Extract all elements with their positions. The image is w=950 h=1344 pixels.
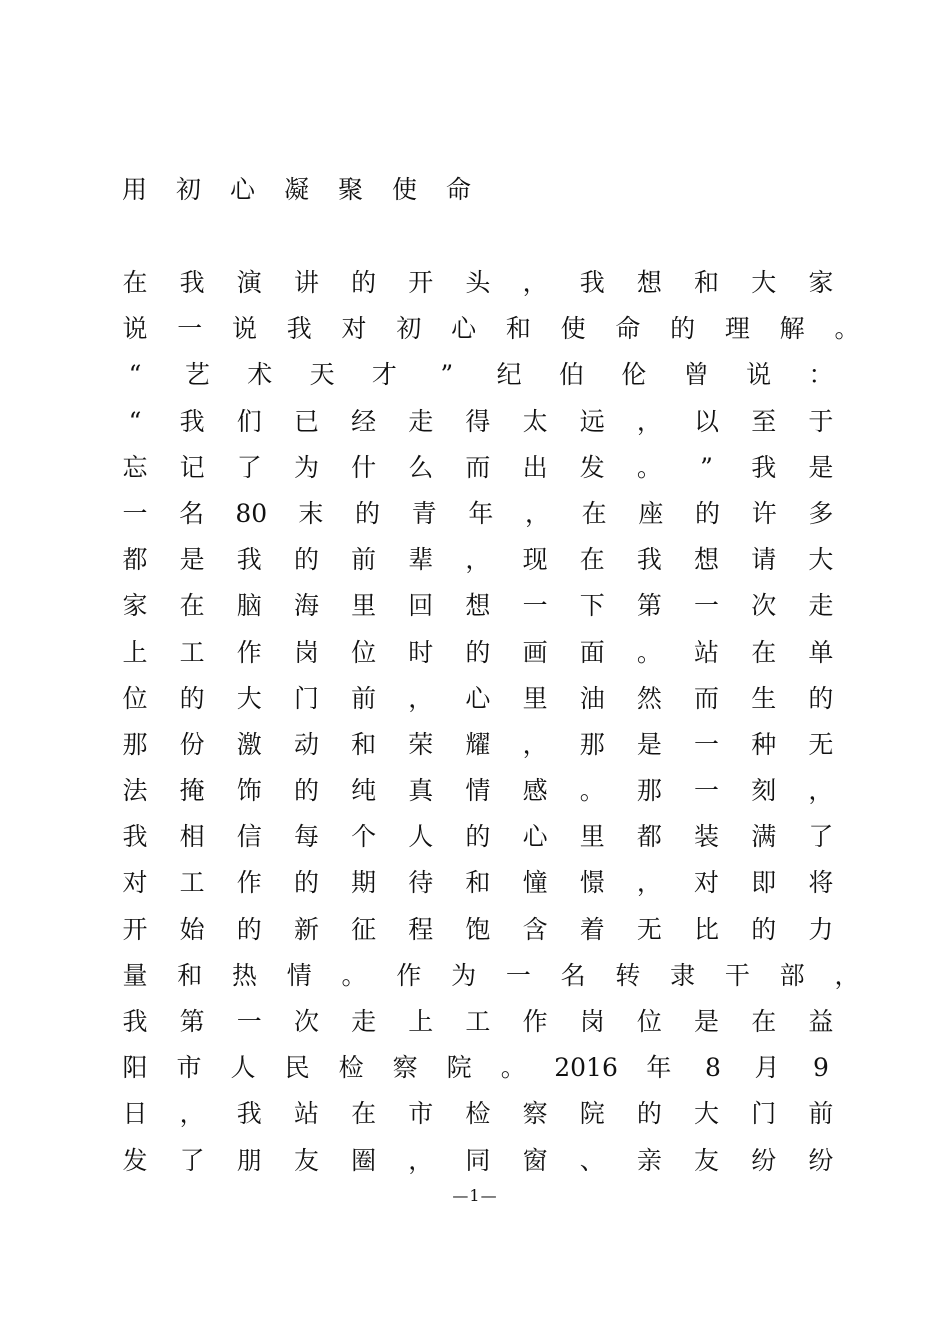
body-token: 第 [636, 591, 662, 621]
body-token: 是 [808, 452, 834, 482]
page-number: —1— [452, 1186, 498, 1205]
body-token: 发 [122, 1145, 148, 1175]
body-token: 然 [636, 683, 662, 713]
body-token: 大 [236, 683, 262, 713]
body-token: 窗 [522, 1145, 548, 1175]
body-token: 着 [579, 914, 605, 944]
body-token: 脑 [236, 591, 262, 621]
document-body [122, 263, 860, 1187]
body-token: 的 [695, 498, 721, 528]
body-token: 站 [694, 637, 720, 667]
body-token: 家 [122, 591, 148, 621]
body-token: 我 [179, 268, 205, 297]
body-token: 想 [465, 591, 491, 621]
body-token: 市 [176, 1053, 202, 1083]
body-token: 开 [408, 268, 434, 297]
body-token: 在 [581, 498, 607, 528]
body-token: 伯 [559, 360, 585, 390]
body-token: 心 [451, 314, 477, 344]
body-token: 的 [354, 498, 380, 528]
body-line [122, 494, 834, 540]
body-token: 刻 [751, 776, 777, 806]
body-token: 上 [122, 637, 148, 667]
body-token: 和 [465, 868, 491, 898]
body-token: 人 [408, 822, 434, 852]
document-title: 用初心凝聚使命 [122, 175, 501, 204]
body-token: 一 [177, 314, 203, 344]
body-token: 名 [560, 960, 586, 990]
body-token: 海 [293, 591, 319, 621]
body-token: 门 [293, 683, 319, 713]
body-token: 的 [465, 822, 491, 852]
body-token: 和 [505, 314, 531, 344]
body-token: 转 [615, 960, 641, 990]
body-token: 初 [396, 314, 422, 344]
body-token: 上 [408, 1007, 434, 1036]
body-token: 油 [579, 683, 605, 713]
body-token: 下 [579, 591, 605, 621]
body-token: 市 [408, 1099, 434, 1129]
body-token: 察 [522, 1099, 548, 1129]
body-token: 激 [236, 729, 262, 759]
body-token: 我 [236, 1099, 262, 1129]
body-token: 的 [293, 776, 319, 806]
body-token: 同 [465, 1145, 491, 1175]
body-token: 多 [808, 498, 834, 528]
body-token: 走 [351, 1007, 377, 1036]
body-token: 一 [122, 498, 148, 528]
body-token: 演 [236, 268, 262, 297]
body-token: 那 [579, 729, 605, 759]
body-token: 么 [408, 452, 434, 482]
body-token: 无 [808, 729, 834, 759]
body-line [122, 956, 860, 1002]
body-token: 朋 [236, 1145, 262, 1175]
body-token: 饱 [465, 914, 491, 944]
body-token: 岗 [293, 637, 319, 667]
body-token: 里 [351, 591, 377, 621]
body-token: 前 [351, 545, 377, 575]
body-token: ， [408, 683, 434, 713]
body-token: 一 [694, 776, 720, 806]
body-token: 大 [808, 545, 834, 575]
body-token: 走 [408, 406, 434, 436]
body-token: 我 [286, 314, 312, 344]
body-token: 作 [522, 1007, 548, 1036]
body-token: 待 [408, 868, 434, 898]
body-token: ， [808, 776, 834, 806]
body-token: 的 [636, 1099, 662, 1129]
body-token: 始 [179, 914, 205, 944]
body-token: 真 [408, 776, 434, 806]
body-token: 和 [351, 729, 377, 759]
body-token: 名 [179, 498, 205, 528]
body-token: 憬 [579, 868, 605, 898]
body-token: ： [808, 360, 834, 390]
body-token: ， [525, 498, 551, 528]
body-token: 我 [751, 452, 777, 482]
body-token: 在 [122, 268, 148, 297]
body-token: 想 [694, 545, 720, 575]
body-token: ， [636, 868, 662, 898]
body-token: 走 [808, 591, 834, 621]
body-token: 头 [465, 268, 491, 297]
body-token: 岗 [579, 1007, 605, 1036]
body-token: 。 [834, 314, 860, 344]
body-token: 热 [232, 960, 258, 990]
body-line [122, 910, 834, 956]
body-token: ” [440, 360, 454, 390]
body-token: ， [408, 1145, 434, 1175]
body-token: 时 [408, 637, 434, 667]
body-token: 了 [179, 1145, 205, 1175]
body-token: 忘 [122, 452, 148, 482]
body-token: 的 [465, 637, 491, 667]
body-token: 已 [293, 406, 319, 436]
body-token: 一 [694, 729, 720, 759]
body-token: 作 [236, 637, 262, 667]
body-token: 大 [694, 1099, 720, 1129]
body-token: ， [465, 545, 491, 575]
body-token: 经 [351, 406, 377, 436]
body-token: 开 [122, 914, 148, 944]
body-token: 回 [408, 591, 434, 621]
body-token: 理 [724, 314, 750, 344]
body-token: 察 [392, 1053, 418, 1083]
body-token: 那 [636, 776, 662, 806]
body-line [122, 1094, 834, 1140]
body-token: 是 [694, 1007, 720, 1036]
body-token: 掩 [179, 776, 205, 806]
body-token: 友 [694, 1145, 720, 1175]
body-token: 为 [451, 960, 477, 990]
body-token: 我 [122, 822, 148, 852]
body-token: 里 [522, 683, 548, 713]
body-token: 都 [636, 822, 662, 852]
body-token: 辈 [408, 545, 434, 575]
body-token: 感 [522, 776, 548, 806]
body-token: “ [128, 360, 142, 390]
body-token: 对 [122, 868, 148, 898]
body-token: 请 [751, 545, 777, 575]
body-token: 院 [579, 1099, 605, 1129]
body-token: 的 [236, 914, 262, 944]
body-token: 在 [351, 1099, 377, 1129]
body-token: 量 [122, 960, 148, 990]
body-token: 憧 [522, 868, 548, 898]
body-token: 次 [751, 591, 777, 621]
body-token: 于 [808, 406, 834, 436]
body-token: 含 [522, 914, 548, 944]
body-token: 们 [236, 406, 262, 436]
body-token: 程 [408, 914, 434, 944]
body-token: 隶 [670, 960, 696, 990]
body-token: 工 [179, 637, 205, 667]
body-line [122, 263, 834, 309]
body-token: 发 [579, 452, 605, 482]
body-token: 而 [465, 452, 491, 482]
body-token: 的 [293, 868, 319, 898]
body-token: 解 [779, 314, 805, 344]
body-line [122, 817, 834, 863]
body-token: 纷 [808, 1145, 834, 1175]
body-token: 远 [579, 406, 605, 436]
body-token: 画 [522, 637, 548, 667]
body-token: 。 [500, 1053, 526, 1083]
body-token: 站 [293, 1099, 319, 1129]
body-token: 满 [751, 822, 777, 852]
body-token: 80 [235, 498, 268, 528]
body-token: 亲 [636, 1145, 662, 1175]
body-token: 生 [751, 683, 777, 713]
body-token: 的 [751, 914, 777, 944]
body-token: ， [522, 729, 548, 759]
body-token: 期 [351, 868, 377, 898]
body-line [122, 540, 834, 586]
body-token: 纯 [351, 776, 377, 806]
body-token: 情 [465, 776, 491, 806]
body-line [122, 771, 834, 817]
body-token: 在 [579, 545, 605, 575]
body-token: 饰 [236, 776, 262, 806]
body-token: 荣 [408, 729, 434, 759]
body-token: 第 [179, 1007, 205, 1036]
body-token: 年 [646, 1053, 672, 1083]
body-token: 一 [236, 1007, 262, 1036]
body-token: 的 [179, 683, 205, 713]
body-token: 将 [808, 868, 834, 898]
body-token: 。 [579, 776, 605, 806]
body-token: 在 [751, 1007, 777, 1036]
body-line [122, 1002, 834, 1048]
body-token: 门 [751, 1099, 777, 1129]
body-token: 的 [808, 683, 834, 713]
body-line [122, 863, 834, 909]
body-token: 一 [522, 591, 548, 621]
body-token: 我 [122, 1007, 148, 1036]
body-token: 位 [636, 1007, 662, 1036]
body-token: 装 [694, 822, 720, 852]
body-token: 和 [694, 268, 720, 297]
body-token: 我 [579, 268, 605, 297]
body-token: 即 [751, 868, 777, 898]
body-token: 个 [351, 822, 377, 852]
body-token: 圈 [351, 1145, 377, 1175]
body-token: 位 [122, 683, 148, 713]
body-line [122, 355, 834, 401]
body-token: 次 [293, 1007, 319, 1036]
body-token: 。 [341, 960, 367, 990]
body-token: 术 [247, 360, 273, 390]
body-token: 种 [751, 729, 777, 759]
body-token: 了 [236, 452, 262, 482]
body-token: 作 [396, 960, 422, 990]
body-token: ” [700, 452, 713, 482]
body-token: 对 [694, 868, 720, 898]
body-line [122, 725, 834, 771]
body-token: 、 [579, 1145, 605, 1175]
body-token: 对 [341, 314, 367, 344]
body-token: “ [128, 406, 142, 436]
body-token: 使 [560, 314, 586, 344]
body-token: 我 [179, 406, 205, 436]
body-token: 前 [808, 1099, 834, 1129]
body-token: 是 [636, 729, 662, 759]
body-token: 每 [293, 822, 319, 852]
body-token: 曾 [683, 360, 709, 390]
body-token: 阳 [122, 1053, 148, 1083]
body-token: 艺 [184, 360, 210, 390]
body-line [122, 679, 834, 725]
body-token: 工 [179, 868, 205, 898]
body-token: 情 [286, 960, 312, 990]
body-token: 动 [293, 729, 319, 759]
body-line [122, 309, 860, 355]
body-token: 青 [411, 498, 437, 528]
body-token: 纷 [751, 1145, 777, 1175]
body-token: ， [179, 1099, 205, 1129]
body-token: 什 [351, 452, 377, 482]
body-token: 命 [615, 314, 641, 344]
body-token: 检 [338, 1053, 364, 1083]
body-token: 友 [293, 1145, 319, 1175]
body-token: 现 [522, 545, 548, 575]
body-token: 在 [751, 637, 777, 667]
body-token: 无 [636, 914, 662, 944]
body-token: 都 [122, 545, 148, 575]
body-line [122, 633, 834, 679]
body-token: 许 [751, 498, 777, 528]
body-token: 院 [446, 1053, 472, 1083]
body-token: 9 [813, 1053, 829, 1083]
body-token: 干 [724, 960, 750, 990]
body-token: 我 [236, 545, 262, 575]
body-token: 8 [704, 1053, 721, 1083]
body-token: 信 [236, 822, 262, 852]
body-token: 我 [636, 545, 662, 575]
body-token: 座 [638, 498, 664, 528]
body-token: ， [522, 268, 548, 297]
body-token: 心 [465, 683, 491, 713]
body-token: 和 [177, 960, 203, 990]
body-token: 月 [754, 1053, 780, 1083]
body-token: 。 [636, 452, 662, 482]
body-token: 太 [522, 406, 548, 436]
body-token: 是 [179, 545, 205, 575]
body-line [122, 1048, 834, 1094]
body-token: 作 [236, 868, 262, 898]
body-token: 益 [808, 1007, 834, 1036]
body-token: ， [834, 960, 860, 990]
body-line [122, 1141, 834, 1187]
body-token: 的 [293, 545, 319, 575]
body-token: 伦 [621, 360, 647, 390]
body-token: 部 [779, 960, 805, 990]
body-token: 得 [465, 406, 491, 436]
body-token: 2016 [554, 1053, 618, 1083]
body-token: 里 [579, 822, 605, 852]
body-token: 检 [465, 1099, 491, 1129]
body-token: 的 [351, 268, 377, 297]
body-token: 说 [232, 314, 258, 344]
body-token: 说 [122, 314, 148, 344]
body-token: 纪 [496, 360, 522, 390]
body-token: 出 [522, 452, 548, 482]
body-token: 。 [636, 637, 662, 667]
body-token: 前 [351, 683, 377, 713]
body-token: ， [636, 406, 662, 436]
body-token: 一 [694, 591, 720, 621]
body-token: 征 [351, 914, 377, 944]
body-token: 以 [694, 406, 720, 436]
body-token: 力 [808, 914, 834, 944]
body-token: 相 [179, 822, 205, 852]
body-token: 单 [808, 637, 834, 667]
body-token: 工 [465, 1007, 491, 1036]
body-token: 新 [293, 914, 319, 944]
body-token: 位 [351, 637, 377, 667]
body-token: 才 [371, 360, 397, 390]
body-token: 记 [179, 452, 205, 482]
body-line [122, 448, 834, 494]
body-line [122, 402, 834, 448]
body-line [122, 586, 834, 632]
body-token: 大 [751, 268, 777, 297]
body-token: 至 [751, 406, 777, 436]
body-token: 人 [230, 1053, 256, 1083]
body-token: 耀 [465, 729, 491, 759]
body-token: 比 [694, 914, 720, 944]
body-token: 想 [636, 268, 662, 297]
body-token: 天 [309, 360, 335, 390]
body-token: 份 [179, 729, 205, 759]
body-token: 一 [505, 960, 531, 990]
body-token: 面 [579, 637, 605, 667]
body-token: 的 [670, 314, 696, 344]
body-token: 心 [522, 822, 548, 852]
body-token: 日 [122, 1099, 148, 1129]
body-token: 家 [808, 268, 834, 297]
body-token: 法 [122, 776, 148, 806]
body-token: 讲 [293, 268, 319, 297]
body-token: 那 [122, 729, 148, 759]
body-token: 民 [284, 1053, 310, 1083]
body-token: 为 [293, 452, 319, 482]
body-token: 了 [808, 822, 834, 852]
body-token: 在 [179, 591, 205, 621]
body-token: 而 [694, 683, 720, 713]
body-token: 说 [746, 360, 772, 390]
body-token: 年 [468, 498, 494, 528]
body-token: 末 [298, 498, 324, 528]
